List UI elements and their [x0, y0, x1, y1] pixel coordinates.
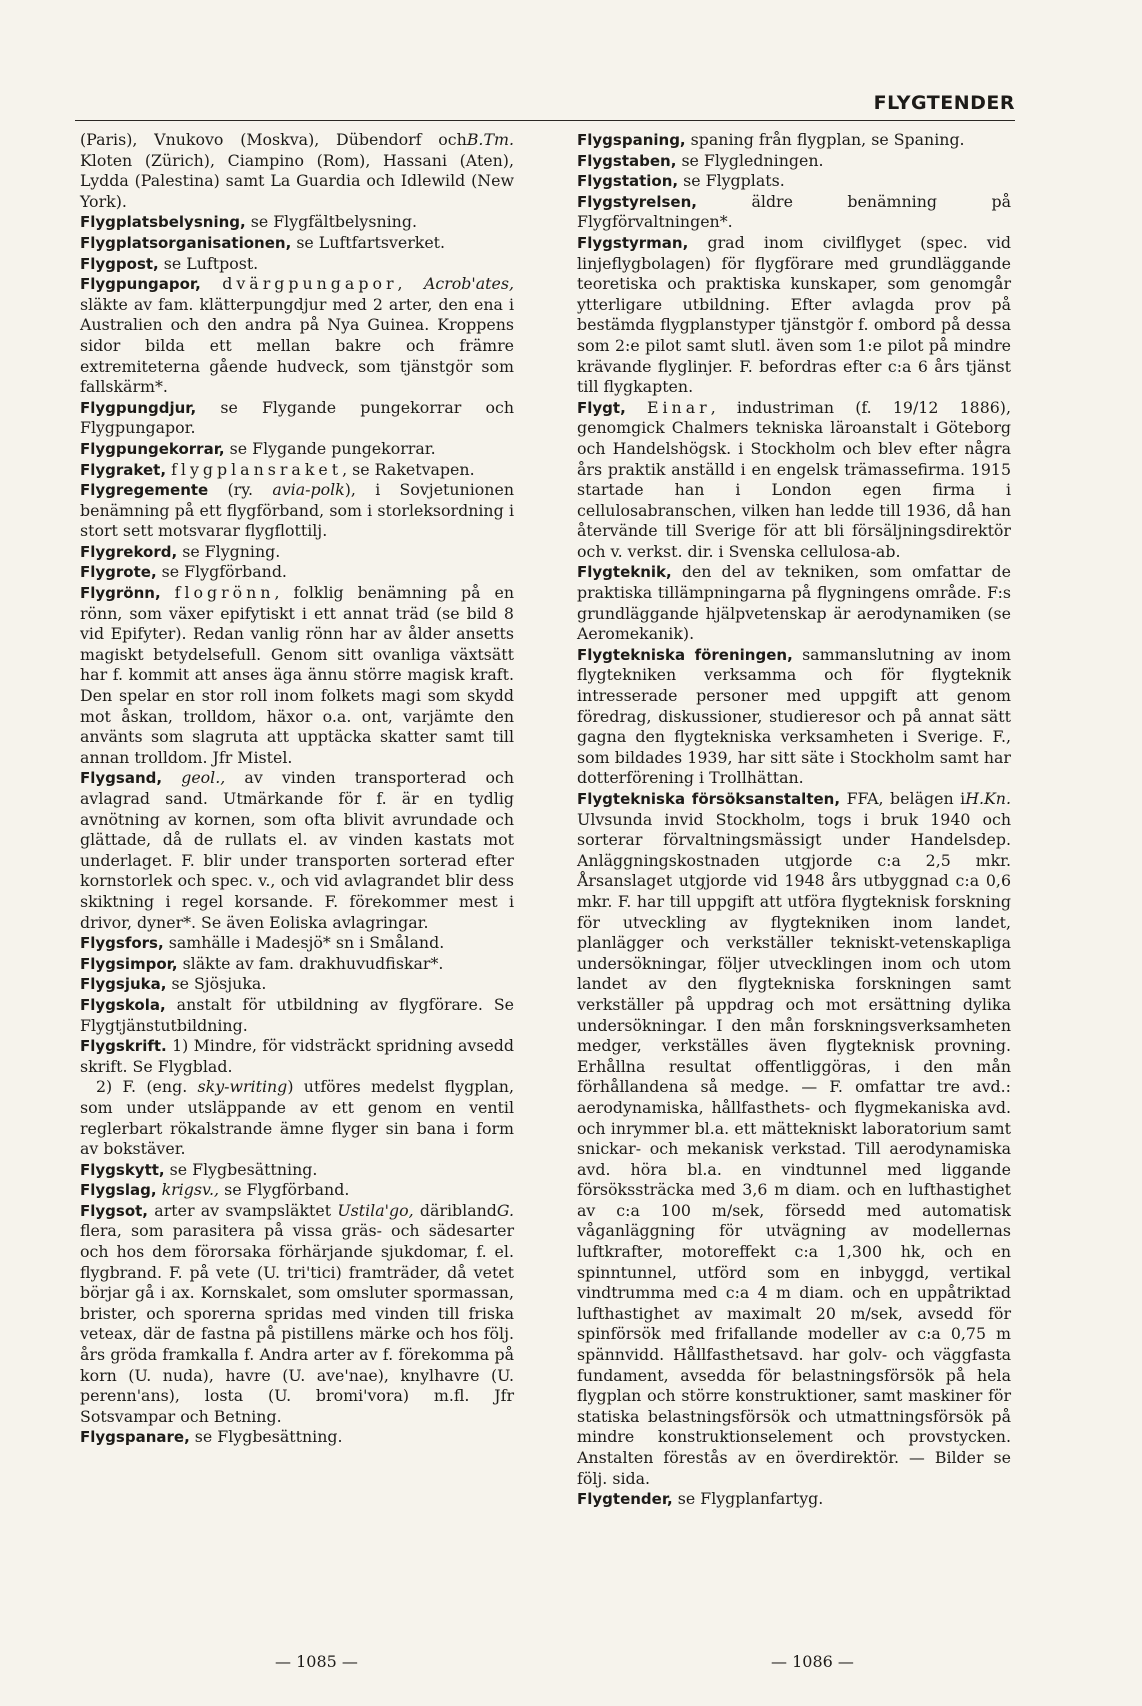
dictionary-entry	[80, 542, 514, 563]
dictionary-entry	[80, 398, 514, 439]
dictionary-entry	[80, 1160, 514, 1181]
entry-text: grad inom civilflyget (spec. vid linjeflygbolagen) för flygförare med grundläggande teoretiska och praktiska kunskaper, som genomgår ytterligare utbildning. Efter avlagda prov på bestämda flygplanstyper tjänstgör f. ombord på dessa som 2:e pilot samt slutl. även som 1:e pilot på mindre krävande flyglinjer. F. befordras efter c:a 6 års tjänst till flygkapten.	[577, 232, 1011, 397]
entry-text: se Flygfältbelysning.	[245, 212, 417, 232]
italic-term: avia-polk	[272, 480, 345, 500]
headword: Flygpost,	[80, 254, 159, 273]
dictionary-entry	[80, 933, 514, 954]
signature: B.Tm.	[466, 130, 514, 149]
headword: Flygraket,	[80, 460, 167, 479]
spaced-term: flogrönn	[174, 583, 275, 603]
headword: Flygpungdjur,	[80, 398, 197, 417]
headword: Flygsfors,	[80, 934, 164, 953]
italic-term: Acrob'ates,	[423, 274, 514, 294]
entry-text: 1) Mindre, för vidsträckt spridning avsedd skrift. Se Flygblad.	[80, 1036, 514, 1076]
entry-text	[626, 398, 647, 417]
dictionary-entry	[80, 1180, 514, 1201]
headword: Flygskytt,	[80, 1160, 165, 1179]
headword: Flygskola,	[80, 995, 166, 1014]
italic-term: Ustila'go,	[337, 1200, 414, 1220]
entry-text	[161, 583, 175, 602]
signature: H.Kn.	[965, 789, 1011, 808]
headword: Flygstyrman,	[577, 233, 689, 252]
entry-text: (Paris), Vnukovo (Moskva), Dübendorf och Kloten (Zürich), Ciampino (Rom), Hassani (Aten), Lydda (Palestina) samt La Guardia och Idlewild (New York).	[80, 130, 514, 211]
entry-text: se Flygande pungekorrar.	[224, 438, 436, 458]
dictionary-entry	[80, 212, 514, 233]
dictionary-entry	[80, 274, 514, 398]
dictionary-entry	[80, 130, 514, 212]
entry-text: släkte av fam. drakhuvudfiskar*.	[177, 953, 444, 973]
entry-text: ,	[397, 274, 424, 294]
entry-text: anstalt för utbildning av flygförare. Se Flygtjänstutbildning.	[80, 994, 514, 1035]
signature: G.	[496, 1200, 514, 1220]
entry-text: se Luftpost.	[158, 253, 259, 273]
entry-text: se Flygförband.	[219, 1180, 350, 1200]
headword: Flygtekniska föreningen,	[577, 645, 793, 664]
headword: Flygslag,	[80, 1181, 157, 1200]
dictionary-entry	[577, 1489, 1011, 1510]
headword: Flygsand,	[80, 769, 163, 788]
entry-text: se Flygande pungekorrar och Flygpungapor.	[80, 397, 514, 438]
dictionary-entry	[577, 398, 1011, 563]
dictionary-entry	[80, 768, 514, 933]
entry-text: arter av svampsläktet	[148, 1200, 338, 1220]
dictionary-entry	[80, 974, 514, 995]
dictionary-entry	[577, 789, 1011, 1489]
headword: Flygspanare,	[80, 1428, 190, 1447]
entry-text: se Flygledningen.	[676, 150, 824, 170]
headword: Flygstaben,	[577, 151, 677, 170]
entry-text: av vinden transporterad och avlagrad sand. Utmärkande för f. är en tydlig avnötning av kornen, som ofta blivit avrundade och glättade, då de rullats el. av vinden kastats mot underlaget. F. blir under transporten sorterad efter kornstorlek och spec. v., och vid avlagrandet blir dess skiktning i regel korsande. F. förekommer mest i drivor, dyner*. Se även Eoliska avlagringar.	[80, 768, 514, 932]
headword: Flygrekord,	[80, 542, 178, 561]
italic-term: geol.,	[181, 768, 226, 788]
entry-text: se Sjösjuka.	[166, 974, 267, 994]
dictionary-entry	[577, 130, 1011, 151]
headword: Flygsimpor,	[80, 954, 178, 973]
italic-term: krigsv.,	[161, 1180, 220, 1200]
dictionary-entry	[80, 954, 514, 975]
entry-text: se Flygförband.	[156, 562, 287, 582]
dictionary-entry	[80, 1036, 514, 1077]
headword: Flygteknik,	[577, 563, 672, 582]
entry-text: sammanslutning av inom flygtekniken verksamma och för flygteknik intresserade personer med uppgift att genom föredrag, diskussioner, studieresor och på annat sätt gagna den flygtekniska verksamheten i Sverige. F., som bildades 1939, har sitt säte i Stockholm samt har dotterförening i Trollhättan.	[577, 644, 1011, 788]
dictionary-entry	[80, 233, 514, 254]
entry-text: se Flygning.	[177, 541, 281, 561]
headword: Flygplatsorganisationen,	[80, 233, 292, 252]
entry-text: 2) F. (eng.	[96, 1077, 198, 1097]
headword: Flygsot,	[80, 1201, 149, 1220]
entry-text	[201, 274, 222, 293]
entry-text: se Flygbesättning.	[189, 1427, 343, 1447]
dictionary-entry	[80, 583, 514, 768]
spaced-term: Einar	[646, 397, 711, 417]
headword: Flygregemente	[80, 481, 209, 500]
dictionary-entry	[577, 233, 1011, 398]
dictionary-entry	[577, 562, 1011, 644]
entry-text: släkte av fam. klätterpungdjur med 2 arter, den ena i Australien och den andra på Nya Guinea. Kroppens sidor bilda ett mellan bakre och främre extremiteterna gående hudveck, som tjänstgör som fallskärm*.	[80, 294, 514, 397]
dictionary-entry	[80, 254, 514, 275]
entry-text: ), i Sovjetunionen benämning på ett flygförband, som i storleksordning i stort sett motsvarar flygflottilj.	[80, 480, 514, 541]
entry-text	[162, 768, 181, 787]
entry-text: samhälle i Madesjö* sn i Småland.	[163, 933, 445, 953]
entry-text: däribland flera, som parasitera på vissa gräs- och sädesarter och hos dem förorsaka förhärjande sjukdomar, f. el. flygbrand. F. på vete (U. tri'tici) framträder, då vetet börjar gå i ax. Kornskalet, som omsluter spormassan, brister, och sporerna spridas med vinden till friska veteax, där de fastna på pistillens märke och hos följ. års gröda framkalla f. Andra arter av f. förekomma på korn (U. nuda), havre (U. ave'nae), knylhavre (U. perenn'ans), losta (U. bromi'vora) m.fl. Jfr Sotsvampar och Betning.	[80, 1200, 514, 1426]
entry-text: , industriman (f. 19/12 1886), genomgick Chalmers tekniska läroanstalt i Göteborg och Handelshögsk. i Stockholm och blev efter några års praktik anställd i en engelsk trämassefirma. 1915 startade han i London egen firma i cellulosabranschen, vilken han ledde till 1936, då han återvände till Sverige för att bli försäljningsdirektör och v. verkst. dir. i Svenska cellulosa-ab.	[577, 397, 1011, 561]
headword: Flygspaning,	[577, 131, 686, 149]
entry-text: se Luftfartsverket.	[291, 232, 446, 252]
dictionary-entry	[80, 460, 514, 481]
headword: Flygpungapor,	[80, 275, 201, 294]
headword: Flygskrift.	[80, 1037, 167, 1056]
dictionary-entry	[577, 645, 1011, 789]
dictionary-entry	[80, 562, 514, 583]
headword: Flygrönn,	[80, 584, 161, 603]
dictionary-entry	[80, 439, 514, 460]
entry-text: , folklig benämning på en rönn, som växer epifytiskt i ett annat träd (se bild 8 vid Epifyter). Redan vanlig rönn har av ålder ansetts magiskt betydelsefull. Genom sitt ovanliga växtsätt har f. kommit att anses äga ännu större magisk kraft. Den spelar en stor roll inom folkets magi som skydd mot åskan, trolldom, häxor o.a. ont, varjämte den använts som slagruta att upptäcka skatter samt till annan trolldom. Jfr Mistel.	[80, 583, 514, 767]
dictionary-entry	[80, 1427, 514, 1448]
italic-term: sky-writing	[197, 1077, 288, 1097]
headword: Flygpungekorrar,	[80, 439, 225, 458]
left-column	[80, 130, 514, 1448]
dictionary-entry	[577, 171, 1011, 192]
entry-text: den del av tekniken, som omfattar de praktiska tillämpningarna på flygningens område. F:s grundläggande hjälpvetenskap är aerodynamiken (se Aeromekanik).	[577, 562, 1011, 644]
entry-text: spaning från flygplan, se Spaning.	[685, 130, 965, 149]
spaced-term: dvärgpungapor	[222, 274, 398, 294]
entry-text: se Flygplanfartyg.	[672, 1489, 824, 1509]
running-head: FLYGTENDER	[873, 92, 1015, 114]
dictionary-entry	[80, 480, 514, 542]
headword: Flygsjuka,	[80, 975, 167, 994]
right-column	[577, 130, 1011, 1510]
headword: Flygt,	[577, 398, 626, 417]
entry-text: se Flygbesättning.	[164, 1159, 318, 1179]
entry-text: se Flygplats.	[678, 171, 785, 191]
dictionary-entry	[80, 1077, 514, 1159]
entry-text: FFA, belägen i Ulvsunda invid Stockholm, togs i bruk 1940 och sorterar förvaltningsmässigt under Handelsdep. Anläggningskostnaden utgjorde c:a 2,5 mkr. Årsanslaget utgjorde vid 1948 års utbyggnad c:a 0,6 mkr. F. har till uppgift att utföra flygteknisk forskning för utveckling av flygtekniken inom landet, planlägger och verkställer tekniskt-vetenskapliga undersökningar, följer utvecklingen inom och utom landet av den flygtekniska forskningen samt verkställer på uppdrag och mot ersättning dylika undersökningar. I den mån forskningsverksamheten medger, verkställes även flygteknisk provning. Erhållna resultat offentliggöras, i den mån förhållandena så medge. — F. omfattar tre avd.: aerodynamiska, hållfasthets- och flygmekaniska avd. och inrymmer bl.a. ett mättekniskt laboratorium samt snickar- och mekanisk verkstad. Till aerodynamiska avd. höra bl.a. en vindtunnel med liggande försökssträcka med 3,6 m diam. och en lufthastighet av c:a 100 m/sek, försedd med automatisk våganläggning för utvägning av modellernas luftkrafter, motoreffekt c:a 1,300 hk, och en spinntunnel, utförd som en inbyggd, vertikal vindtrumma med c:a 4 m diam. och en uppåtriktad lufthastighet av maximalt 20 m/sek, avsedd för spinförsök med frifallande modeller av c:a 0,75 m spännvidd. Hållfasthetsavd. har golv- och väggfasta fundament, avsedda för belastningsförsök på hela flygplan och större konstruktioner, samt maskiner för statiska belastningsförsök och utmattningsförsök på mindre konstruktionselement och provstycken. Anstalten förestås av en överdirektör. — Bilder se följ. sida.	[577, 789, 1011, 1488]
entry-text: , se Raketvapen.	[342, 459, 475, 479]
headword: Flygplatsbelysning,	[80, 213, 246, 232]
headword: Flygrote,	[80, 563, 157, 582]
entry-text: ) utföres medelst flygplan, som under utsläppande av ett genom en ventil reglerbart rökalstrande ämne flyger sin bana i form av bokstäver.	[80, 1077, 514, 1159]
dictionary-entry	[80, 995, 514, 1036]
spaced-term: flygplansraket	[171, 459, 343, 479]
page-number-right: — 1086 —	[771, 1652, 854, 1671]
header-rule	[75, 120, 1015, 121]
entry-text: (ry.	[208, 480, 273, 500]
headword: Flygtekniska försöksanstalten,	[577, 790, 841, 808]
headword: Flygtender,	[577, 1490, 673, 1509]
entry-text: äldre benämning på Flygförvaltningen*.	[577, 191, 1011, 232]
page-number-left: — 1085 —	[275, 1652, 358, 1671]
dictionary-entry	[577, 151, 1011, 172]
dictionary-entry	[577, 192, 1011, 233]
headword: Flygstation,	[577, 172, 679, 191]
dictionary-entry	[80, 1201, 514, 1428]
headword: Flygstyrelsen,	[577, 192, 697, 211]
